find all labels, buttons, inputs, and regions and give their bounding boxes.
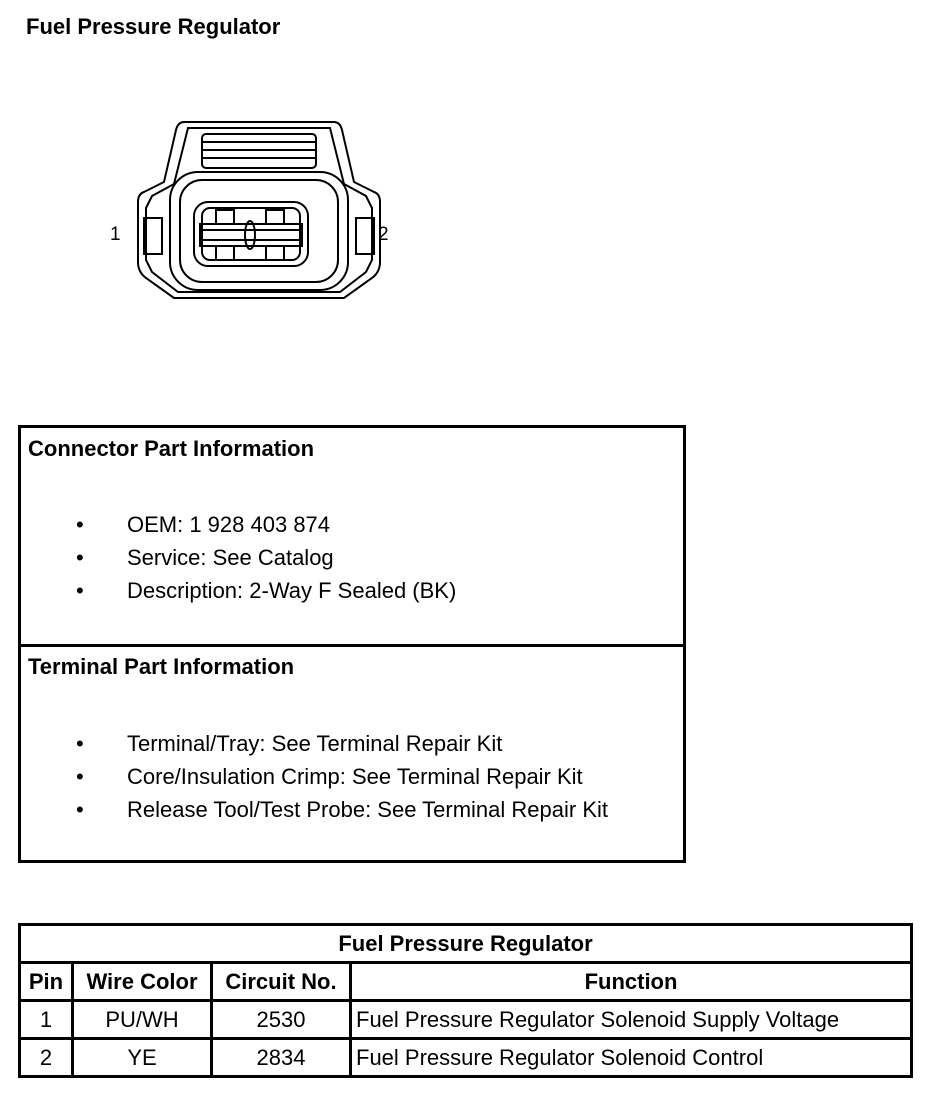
list-item: • Core/Insulation Crimp: See Terminal Repair Kit	[21, 760, 683, 793]
pin-1-label: 1	[110, 224, 121, 245]
col-header-circuit: Circuit No.	[212, 963, 351, 1001]
bullet-icon: •	[76, 545, 84, 570]
cell-circuit: 2834	[212, 1039, 351, 1077]
page-title: Fuel Pressure Regulator	[26, 14, 281, 39]
list-item: • Description: 2-Way F Sealed (BK)	[21, 574, 683, 607]
cell-pin: 1	[20, 1001, 73, 1039]
cell-circuit: 2530	[212, 1001, 351, 1039]
part-info-box	[18, 425, 686, 863]
terminal-part-info	[21, 647, 683, 860]
table-caption-row	[20, 925, 912, 963]
terminal-bar	[200, 224, 302, 246]
list-item: • OEM: 1 928 403 874	[21, 508, 683, 541]
table-row	[20, 1039, 912, 1077]
bullet-icon: •	[76, 578, 84, 603]
cell-wire-color: YE	[73, 1039, 212, 1077]
pin-2-label: 2	[378, 224, 389, 245]
terminal-cavity	[194, 202, 308, 266]
cell-wire-color: PU/WH	[73, 1001, 212, 1039]
cell-pin: 2	[20, 1039, 73, 1077]
col-header-function: Function	[351, 963, 912, 1001]
connector-part-info	[21, 428, 683, 647]
connector-diagram	[104, 112, 404, 322]
bullet-icon: •	[76, 731, 84, 756]
list-item: • Service: See Catalog	[21, 541, 683, 574]
col-header-wire-color: Wire Color	[73, 963, 212, 1001]
table-row	[20, 1001, 912, 1039]
list-item: • Release Tool/Test Probe: See Terminal Repair Kit	[21, 793, 683, 826]
pin-table	[18, 923, 913, 1078]
connector-drawing	[104, 112, 404, 322]
table-caption: Fuel Pressure Regulator	[20, 925, 912, 963]
cell-function: Fuel Pressure Regulator Solenoid Supply Voltage	[351, 1001, 912, 1039]
terminal-info-list	[21, 727, 683, 826]
housing-outline	[138, 122, 380, 298]
bullet-icon: •	[76, 764, 84, 789]
cell-function: Fuel Pressure Regulator Solenoid Control	[351, 1039, 912, 1077]
connector-part-info-heading: Connector Part Information	[28, 436, 315, 461]
table-header-row	[20, 963, 912, 1001]
connector-info-list	[21, 508, 683, 607]
bullet-icon: •	[76, 512, 84, 537]
terminal-part-info-heading: Terminal Part Information	[28, 654, 295, 679]
list-item: • Terminal/Tray: See Terminal Repair Kit	[21, 727, 683, 760]
col-header-pin: Pin	[20, 963, 73, 1001]
bullet-icon: •	[76, 797, 84, 822]
